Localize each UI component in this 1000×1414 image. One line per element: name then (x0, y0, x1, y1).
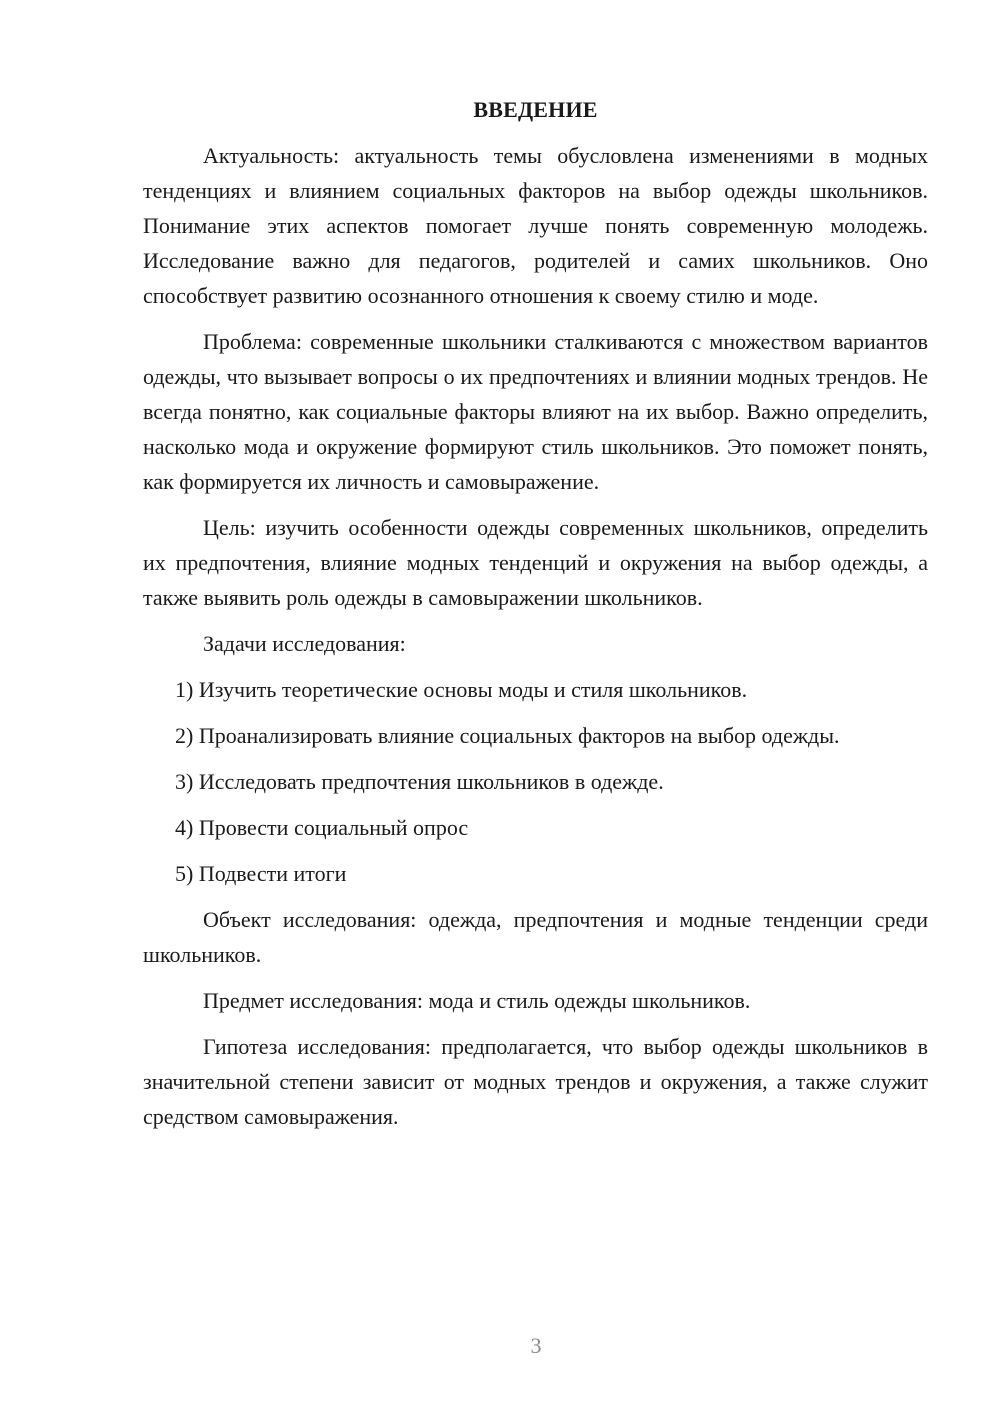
task-item-4: 4) Провести социальный опрос (175, 815, 469, 840)
paragraph-object: Объект исследования: одежда, предпочтения и модные тенденции среди школьников. (143, 907, 928, 967)
task-item-3: 3) Исследовать предпочтения школьников в одежде. (175, 769, 664, 794)
paragraph-relevance: Актуальность: актуальность темы обусловлена изменениями в модных тенденциях и влиянием социальных факторов на выбор одежды школьников. Понимание этих аспектов помогает лучше понять современную молодежь. Исследование важно для педагогов, родителей и самих школьников. Оно способствует развитию осознанного отношения к своему стилю и моде. (143, 143, 928, 308)
task-item-1: 1) Изучить теоретические основы моды и стиля школьников. (175, 677, 748, 702)
paragraph-goal: Цель: изучить особенности одежды современных школьников, определить их предпочтения, влияние модных тенденций и окружения на выбор одежды, а также выявить роль одежды в самовыражении школьников. (143, 515, 928, 610)
paragraph-hypothesis: Гипотеза исследования: предполагается, что выбор одежды школьников в значительной степени зависит от модных трендов и окружения, а также служит средством самовыражения. (143, 1034, 928, 1129)
task-item-5: 5) Подвести итоги (175, 861, 347, 886)
paragraph-subject: Предмет исследования: мода и стиль одежды школьников. (203, 988, 751, 1013)
section-title: ВВЕДЕНИЕ (473, 97, 598, 122)
paragraph-problem: Проблема: современные школьники сталкиваются с множеством вариантов одежды, что вызывает вопросы о их предпочтениях и влиянии модных трендов. Не всегда понятно, как социальные факторы влияют на их выбор. Важно определить, насколько мода и окружение формируют стиль школьников. Это поможет понять, как формируется их личность и самовыражение. (143, 329, 928, 494)
page-number: 3 (530, 1333, 542, 1358)
task-item-2: 2) Проанализировать влияние социальных факторов на выбор одежды. (175, 723, 840, 748)
paragraph-tasks-heading: Задачи исследования: (203, 631, 406, 656)
document-page (143, 92, 928, 1134)
